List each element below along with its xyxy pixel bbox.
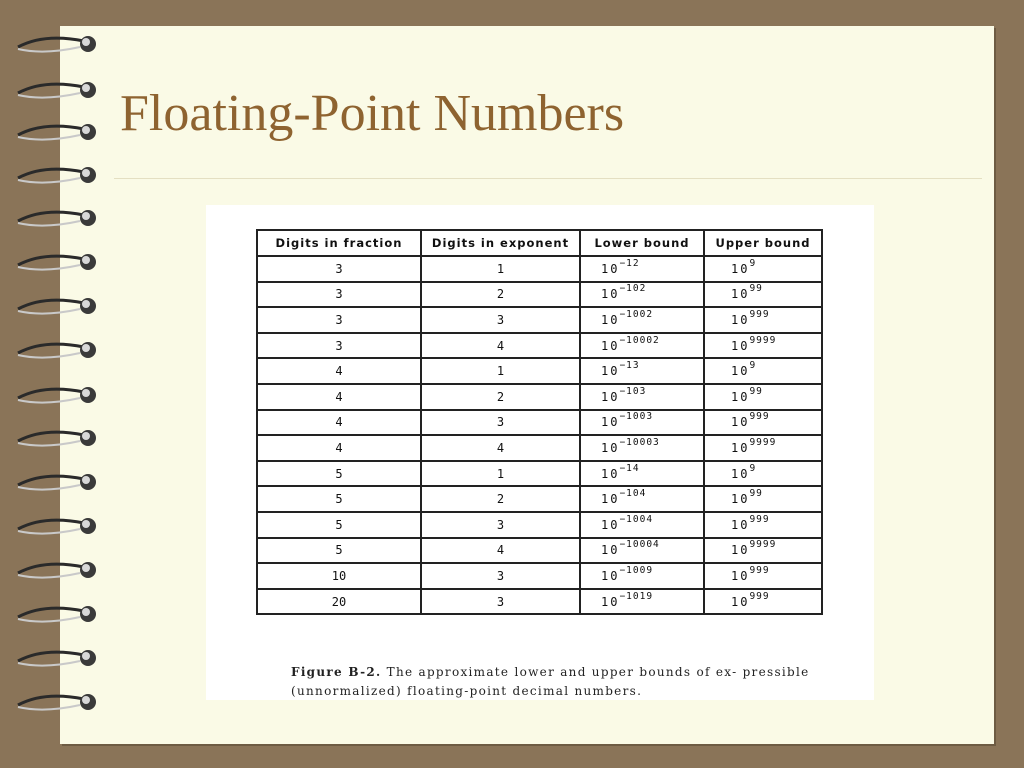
cell-lower-bound: [580, 486, 704, 512]
lower-bound-exponent: −102: [619, 283, 647, 295]
binding-ring-icon: [14, 249, 104, 275]
cell-lower-bound: [580, 256, 704, 282]
lower-bound-exponent: −1019: [619, 590, 654, 602]
bounds-table: [256, 229, 823, 615]
cell-digits-in-fraction: 4: [257, 410, 421, 436]
upper-bound-exponent: 999: [749, 411, 770, 423]
lower-bound-base: 10: [601, 466, 620, 481]
cell-lower-bound: [580, 333, 704, 359]
binding-ring-icon: [14, 205, 104, 231]
title-divider: [114, 178, 982, 179]
header-upper-bound: Upper bound: [704, 230, 822, 256]
lower-bound-exponent: −104: [619, 488, 647, 500]
cell-lower-bound: [580, 435, 704, 461]
lower-bound-base: 10: [601, 389, 620, 404]
cell-digits-in-fraction: 3: [257, 333, 421, 359]
cell-lower-bound: [580, 589, 704, 615]
header-lower-bound: Lower bound: [580, 230, 704, 256]
lower-bound-exponent: −10003: [619, 436, 660, 448]
table-row: [257, 256, 822, 282]
cell-digits-in-exponent: 3: [421, 589, 580, 615]
upper-bound-exponent: 99: [749, 385, 763, 397]
table-row: [257, 435, 822, 461]
table-row: [257, 410, 822, 436]
binding-ring-icon: [14, 469, 104, 495]
binding-ring-icon: [14, 601, 104, 627]
upper-bound-base: 10: [731, 364, 750, 379]
upper-bound-exponent: 999: [749, 513, 770, 525]
binding-ring-icon: [14, 77, 104, 103]
cell-lower-bound: [580, 282, 704, 308]
cell-digits-in-fraction: 10: [257, 563, 421, 589]
cell-digits-in-fraction: 4: [257, 358, 421, 384]
cell-upper-bound: [704, 486, 822, 512]
cell-digits-in-exponent: 4: [421, 435, 580, 461]
cell-digits-in-fraction: 5: [257, 486, 421, 512]
cell-lower-bound: [580, 512, 704, 538]
cell-upper-bound: [704, 307, 822, 333]
binding-ring-icon: [14, 293, 104, 319]
lower-bound-base: 10: [601, 492, 620, 507]
cell-digits-in-fraction: 3: [257, 282, 421, 308]
cell-digits-in-exponent: 1: [421, 256, 580, 282]
cell-digits-in-fraction: 20: [257, 589, 421, 615]
upper-bound-exponent: 9999: [749, 539, 777, 551]
lower-bound-base: 10: [601, 517, 620, 532]
table-row: [257, 589, 822, 615]
lower-bound-base: 10: [601, 440, 620, 455]
slide-title: Floating-Point Numbers: [120, 85, 625, 142]
cell-lower-bound: [580, 538, 704, 564]
figure-image: [206, 205, 874, 700]
table-row: [257, 461, 822, 487]
cell-digits-in-exponent: 4: [421, 333, 580, 359]
upper-bound-base: 10: [731, 440, 750, 455]
lower-bound-exponent: −1002: [619, 308, 654, 320]
lower-bound-exponent: −13: [619, 360, 640, 372]
cell-upper-bound: [704, 435, 822, 461]
table-row: [257, 358, 822, 384]
header-digits-in-exponent: Digits in exponent: [421, 230, 580, 256]
cell-digits-in-exponent: 3: [421, 563, 580, 589]
upper-bound-exponent: 9999: [749, 436, 777, 448]
cell-upper-bound: [704, 358, 822, 384]
cell-lower-bound: [580, 384, 704, 410]
lower-bound-base: 10: [601, 568, 620, 583]
binding-ring-icon: [14, 382, 104, 408]
cell-digits-in-fraction: 3: [257, 307, 421, 333]
upper-bound-exponent: 9999: [749, 334, 777, 346]
cell-digits-in-exponent: 1: [421, 358, 580, 384]
upper-bound-exponent: 9: [749, 257, 757, 269]
cell-lower-bound: [580, 410, 704, 436]
cell-upper-bound: [704, 282, 822, 308]
table-row: [257, 563, 822, 589]
cell-upper-bound: [704, 538, 822, 564]
cell-digits-in-exponent: 3: [421, 307, 580, 333]
upper-bound-exponent: 999: [749, 590, 770, 602]
upper-bound-base: 10: [731, 466, 750, 481]
table-row: [257, 384, 822, 410]
upper-bound-base: 10: [731, 415, 750, 430]
cell-lower-bound: [580, 307, 704, 333]
cell-digits-in-fraction: 5: [257, 538, 421, 564]
lower-bound-base: 10: [601, 415, 620, 430]
binding-ring-icon: [14, 119, 104, 145]
lower-bound-exponent: −10002: [619, 334, 660, 346]
cell-digits-in-fraction: 4: [257, 435, 421, 461]
cell-digits-in-fraction: 3: [257, 256, 421, 282]
lower-bound-base: 10: [601, 287, 620, 302]
upper-bound-exponent: 999: [749, 564, 770, 576]
lower-bound-base: 10: [601, 364, 620, 379]
cell-digits-in-exponent: 3: [421, 512, 580, 538]
binding-ring-icon: [14, 425, 104, 451]
upper-bound-exponent: 9: [749, 462, 757, 474]
table-row: [257, 538, 822, 564]
upper-bound-base: 10: [731, 568, 750, 583]
lower-bound-base: 10: [601, 543, 620, 558]
table-row: [257, 282, 822, 308]
cell-digits-in-fraction: 5: [257, 461, 421, 487]
upper-bound-base: 10: [731, 261, 750, 276]
upper-bound-base: 10: [731, 338, 750, 353]
upper-bound-base: 10: [731, 543, 750, 558]
binding-ring-icon: [14, 337, 104, 363]
lower-bound-exponent: −10004: [619, 539, 660, 551]
cell-lower-bound: [580, 563, 704, 589]
lower-bound-exponent: −1004: [619, 513, 654, 525]
cell-digits-in-exponent: 2: [421, 384, 580, 410]
cell-lower-bound: [580, 461, 704, 487]
table-row: [257, 333, 822, 359]
upper-bound-base: 10: [731, 594, 750, 609]
cell-digits-in-exponent: 3: [421, 410, 580, 436]
cell-digits-in-exponent: 2: [421, 486, 580, 512]
caption-text: The approximate lower and upper bounds of ex- pressible (unnormalized) floating-point decimal numbers.: [291, 665, 810, 698]
binding-ring-icon: [14, 513, 104, 539]
table-row: [257, 512, 822, 538]
cell-upper-bound: [704, 333, 822, 359]
cell-digits-in-exponent: 1: [421, 461, 580, 487]
cell-digits-in-fraction: 4: [257, 384, 421, 410]
upper-bound-exponent: 999: [749, 308, 770, 320]
lower-bound-exponent: −103: [619, 385, 647, 397]
cell-upper-bound: [704, 410, 822, 436]
binding-ring-icon: [14, 645, 104, 671]
binding-ring-icon: [14, 689, 104, 715]
table-row: [257, 486, 822, 512]
upper-bound-base: 10: [731, 389, 750, 404]
cell-upper-bound: [704, 589, 822, 615]
lower-bound-base: 10: [601, 338, 620, 353]
upper-bound-base: 10: [731, 517, 750, 532]
cell-upper-bound: [704, 256, 822, 282]
cell-upper-bound: [704, 461, 822, 487]
binding-ring-icon: [14, 162, 104, 188]
header-digits-in-fraction: Digits in fraction: [257, 230, 421, 256]
cell-lower-bound: [580, 358, 704, 384]
upper-bound-base: 10: [731, 312, 750, 327]
table-row: [257, 307, 822, 333]
cell-upper-bound: [704, 563, 822, 589]
upper-bound-exponent: 99: [749, 488, 763, 500]
lower-bound-exponent: −1009: [619, 564, 654, 576]
cell-upper-bound: [704, 384, 822, 410]
caption-label: Figure B-2.: [291, 665, 382, 679]
upper-bound-base: 10: [731, 492, 750, 507]
table-header-row: [257, 230, 822, 256]
cell-digits-in-exponent: 4: [421, 538, 580, 564]
cell-upper-bound: [704, 512, 822, 538]
upper-bound-exponent: 9: [749, 360, 757, 372]
lower-bound-exponent: −1003: [619, 411, 654, 423]
figure-caption: [291, 663, 811, 701]
lower-bound-base: 10: [601, 312, 620, 327]
lower-bound-base: 10: [601, 261, 620, 276]
cell-digits-in-exponent: 2: [421, 282, 580, 308]
lower-bound-exponent: −12: [619, 257, 640, 269]
upper-bound-base: 10: [731, 287, 750, 302]
lower-bound-exponent: −14: [619, 462, 640, 474]
binding-ring-icon: [14, 557, 104, 583]
cell-digits-in-fraction: 5: [257, 512, 421, 538]
lower-bound-base: 10: [601, 594, 620, 609]
upper-bound-exponent: 99: [749, 283, 763, 295]
binding-ring-icon: [14, 31, 104, 57]
